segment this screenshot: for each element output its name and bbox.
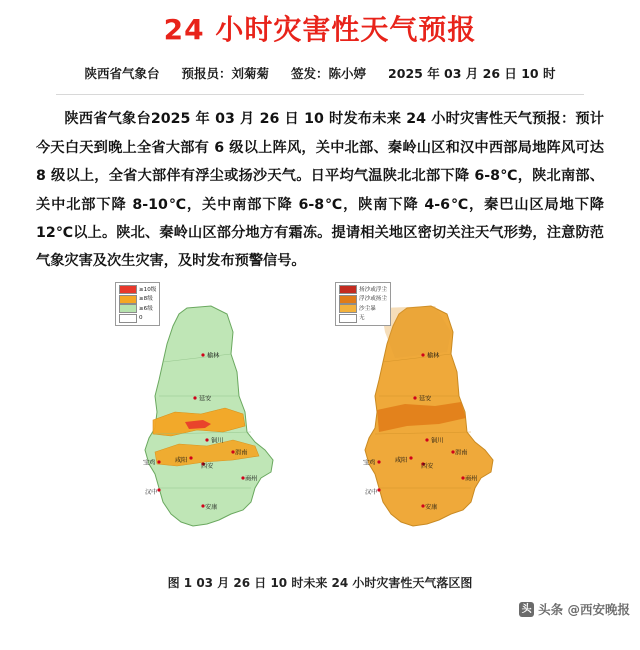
svg-text:商州: 商州 <box>245 475 258 483</box>
legend-item <box>119 285 156 294</box>
legend-swatch-wind-0 <box>119 285 137 294</box>
byline-datetime: 2025 年 03 月 26 日 10 时 <box>388 66 556 82</box>
svg-text:铜川: 铜川 <box>431 437 444 445</box>
svg-text:宝鸡: 宝鸡 <box>363 459 376 467</box>
wind-map <box>115 282 305 557</box>
legend-label-dust-3: 无 <box>359 315 365 322</box>
legend-item <box>339 295 387 304</box>
legend-item <box>339 304 387 313</box>
figure-caption: 图 1 03 月 26 日 10 时未来 24 小时灾害性天气落区图 <box>167 575 473 590</box>
svg-text:宝鸡: 宝鸡 <box>143 459 156 467</box>
svg-text:咸阳: 咸阳 <box>395 456 408 464</box>
header-divider <box>56 94 584 95</box>
forecast-body-text: 陕西省气象台2025 年 03 月 26 日 10 时发布未来 24 小时灾害性天气预报：预计今天白天到晚上全省大部有 6 级以上阵风，关中北部、秦岭山区和汉中西部局地阵风可达 8 级以上，全省大部伴有浮尘或扬沙天气。日平均气温陕北北部下降 6-8℃，陕北南部、关中北部下降 8-10℃，关中南部下降 6-8℃，陕南下降 4-6℃，秦巴山区局地下降 12℃以上。陕北、秦岭山区部分地方有霜冻。提请相关地区密切关注天气形势，注意防范气象灾害及次生灾害，及时发布预警信号。 <box>36 111 604 270</box>
wind-map-legend <box>115 282 160 327</box>
dust-map <box>335 282 525 557</box>
legend-item <box>119 295 156 304</box>
watermark-text: 头条 @西安晚报 <box>538 602 630 617</box>
watermark <box>519 600 630 618</box>
legend-label-dust-1: 浮沙或扬尘 <box>359 296 387 303</box>
svg-text:商州: 商州 <box>465 475 478 483</box>
byline-source: 陕西省气象台 <box>84 66 160 82</box>
dust-map-shape <box>335 292 525 557</box>
legend-label-wind-1: ≥8级 <box>139 296 153 303</box>
svg-text:渭南: 渭南 <box>235 449 248 457</box>
svg-text:榆林: 榆林 <box>427 352 440 360</box>
legend-item <box>339 314 387 323</box>
legend-swatch-wind-1 <box>119 295 137 304</box>
svg-text:榆林: 榆林 <box>207 352 220 360</box>
svg-text:延安: 延安 <box>419 395 432 403</box>
svg-text:西安: 西安 <box>201 462 214 470</box>
legend-label-dust-2: 沙尘暴 <box>359 305 376 312</box>
legend-label-wind-3: 0 <box>139 315 143 322</box>
svg-text:西安: 西安 <box>421 462 434 470</box>
svg-text:安康: 安康 <box>205 503 218 511</box>
legend-swatch-dust-1 <box>339 295 357 304</box>
legend-swatch-wind-3 <box>119 314 137 323</box>
dust-map-legend <box>335 282 391 327</box>
svg-text:延安: 延安 <box>199 395 212 403</box>
legend-item <box>339 285 387 294</box>
byline-signer: 签发：陈小婷 <box>291 66 367 82</box>
watermark-logo-icon: 头 <box>519 602 534 617</box>
byline-reporter: 预报员：刘菊菊 <box>181 66 270 82</box>
legend-item <box>119 304 156 313</box>
svg-text:安康: 安康 <box>425 503 438 511</box>
svg-text:汉中: 汉中 <box>145 488 158 496</box>
svg-text:铜川: 铜川 <box>211 437 224 445</box>
legend-swatch-dust-2 <box>339 304 357 313</box>
svg-text:汉中: 汉中 <box>365 488 378 496</box>
svg-text:渭南: 渭南 <box>455 449 468 457</box>
page-title: 24 小时灾害性天气预报 <box>163 13 477 46</box>
wind-map-shape <box>115 292 305 557</box>
legend-label-wind-2: ≥6级 <box>139 305 153 312</box>
figure-container <box>0 282 640 572</box>
legend-label-wind-0: ≥10级 <box>139 286 157 293</box>
legend-swatch-dust-0 <box>339 285 357 294</box>
legend-item <box>119 314 156 323</box>
svg-text:咸阳: 咸阳 <box>175 456 188 464</box>
legend-swatch-wind-2 <box>119 304 137 313</box>
legend-label-dust-0: 扬沙或浮尘 <box>359 286 387 293</box>
byline <box>0 54 640 86</box>
legend-swatch-dust-3 <box>339 314 357 323</box>
maps-row <box>0 282 640 557</box>
